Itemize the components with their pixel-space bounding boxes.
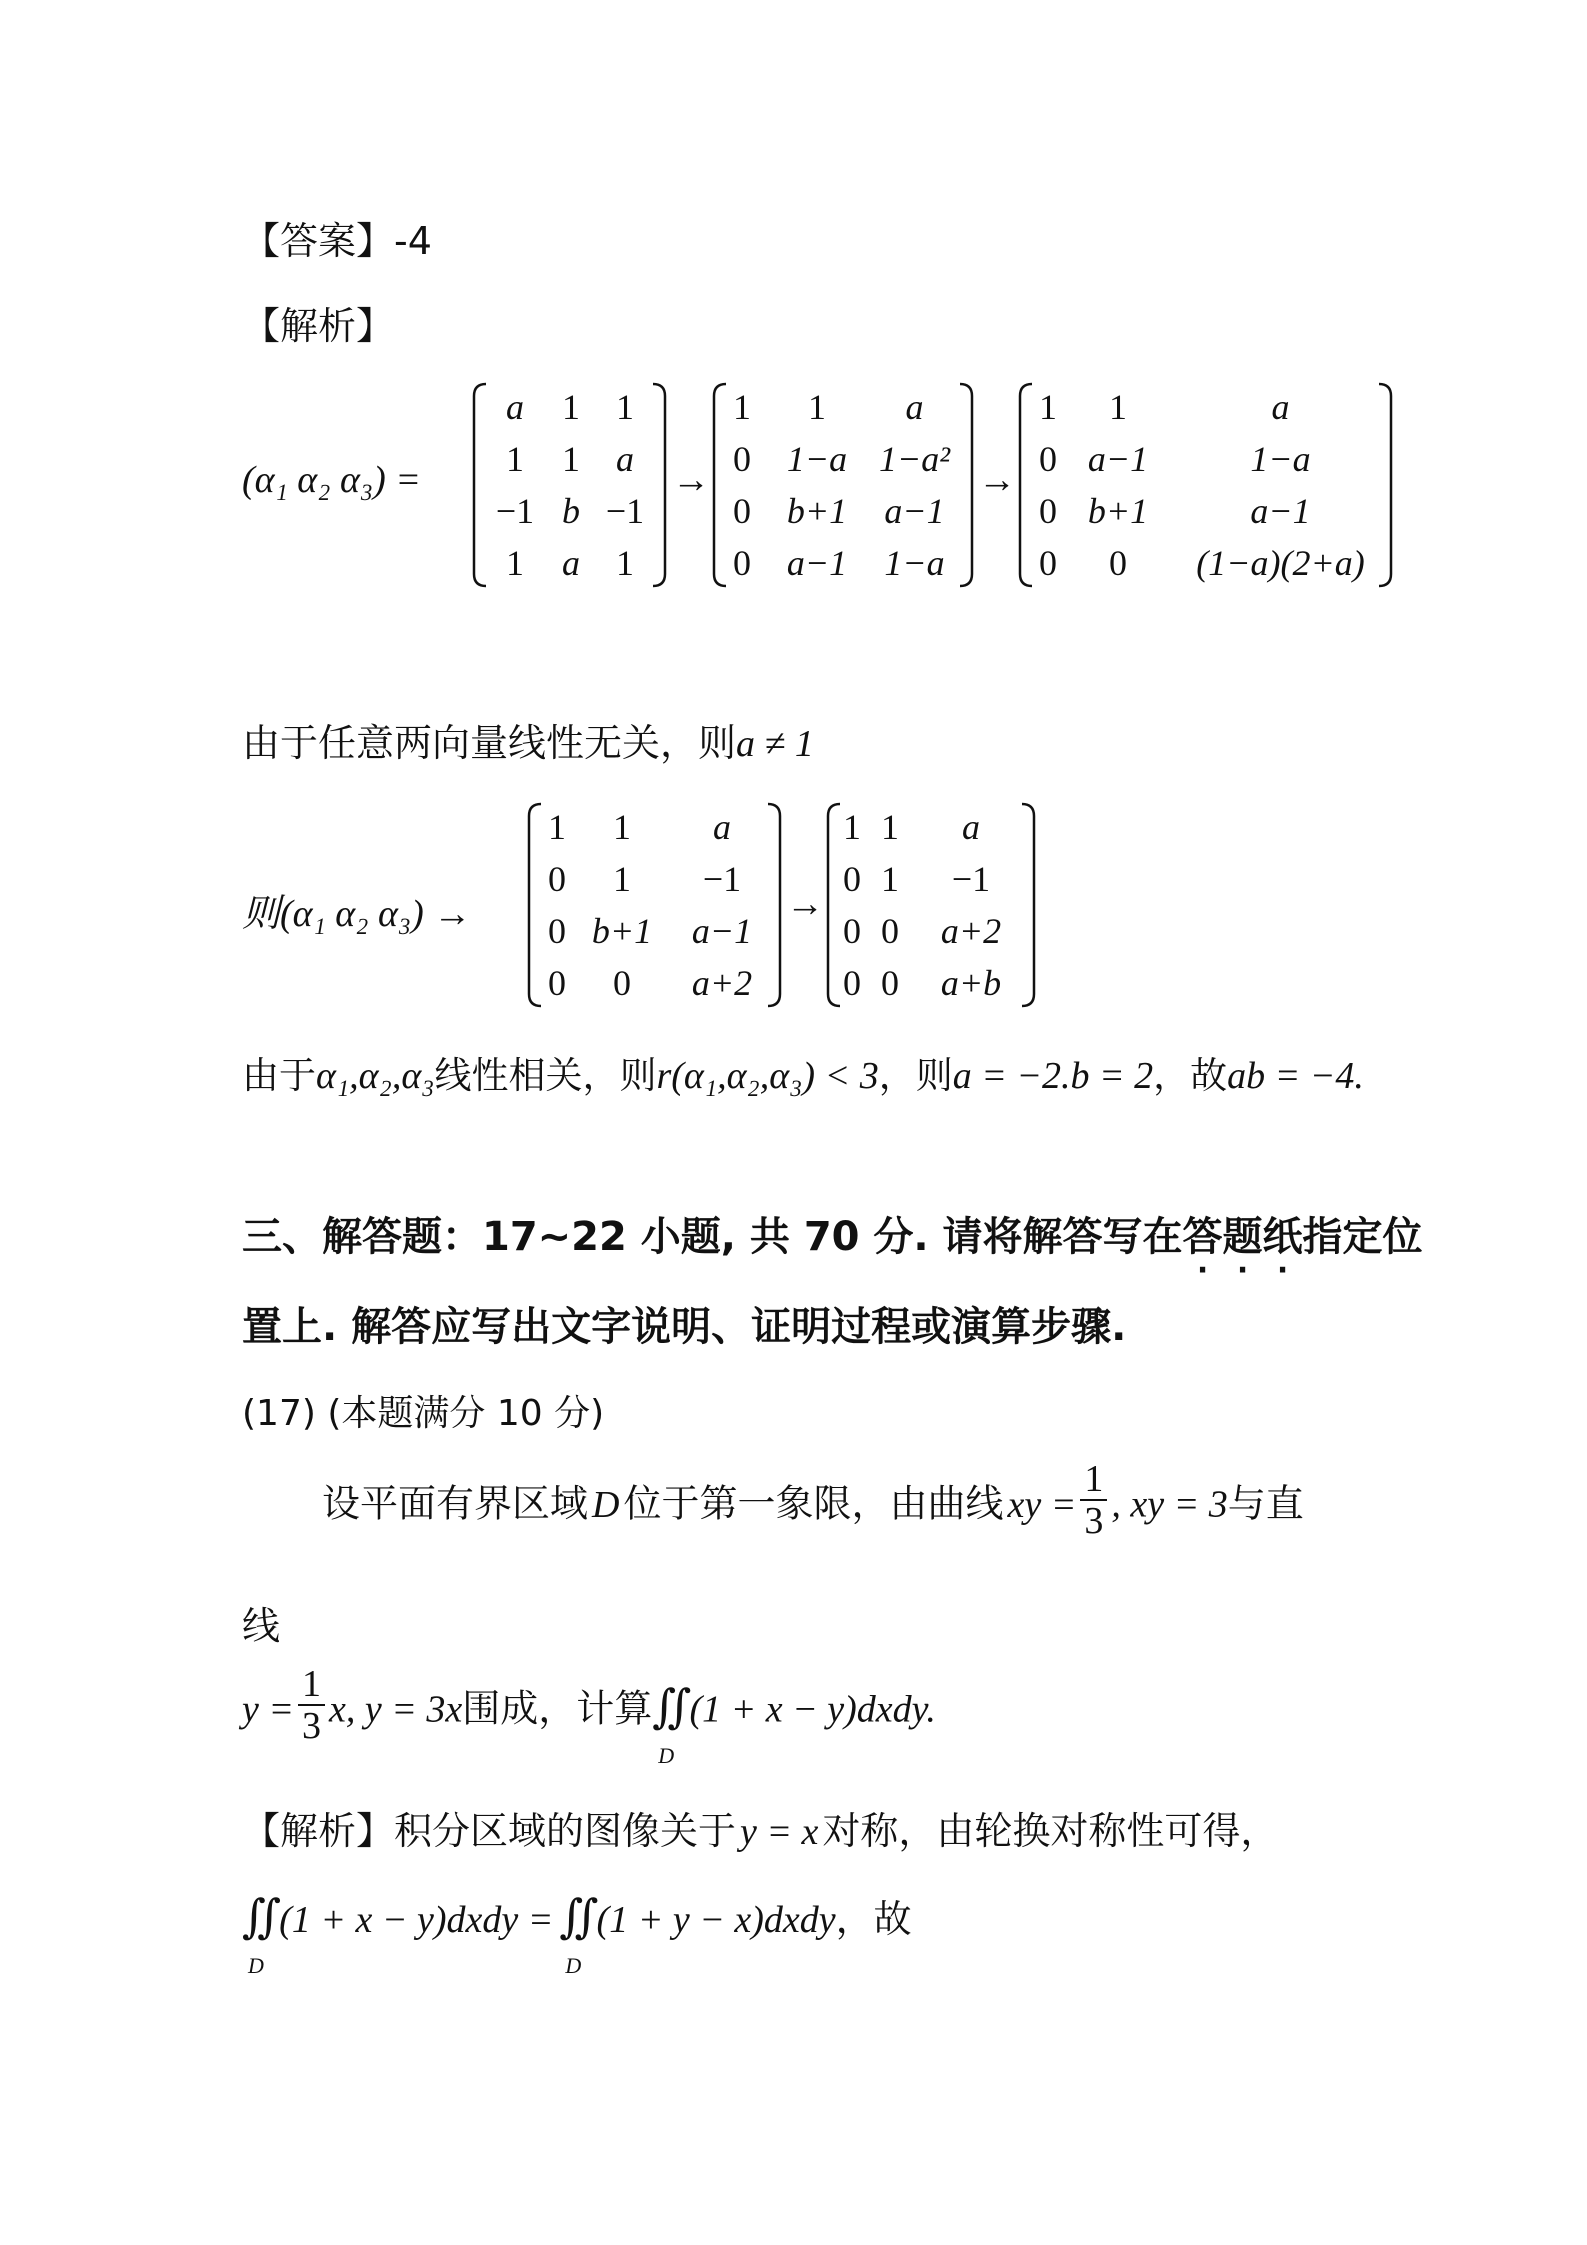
analysis-label: 【解析】 xyxy=(242,304,395,348)
matrix-cell: a−1 xyxy=(884,491,945,531)
q17-fraction xyxy=(1080,1459,1107,1541)
matrix-cell: −1 xyxy=(605,491,645,531)
double-integral-sign: ∬ xyxy=(559,1891,591,1942)
matrix-cell: 1 xyxy=(613,807,631,847)
matrix-cell: a xyxy=(562,543,580,583)
matrix-cell: a−1 xyxy=(1250,491,1311,531)
dep-text-1: 由于 xyxy=(242,1054,316,1097)
matrix-cell: 1 xyxy=(881,807,899,847)
q17-region-d: D xyxy=(592,1483,620,1526)
q17-analysis-text-2: 对称，由轮换对称性可得， xyxy=(822,1809,1279,1853)
matrix-d xyxy=(527,800,782,1010)
section-3-text-b: 指定位 xyxy=(1302,1214,1423,1260)
matrix-cell: a xyxy=(905,387,924,427)
matrix-cell: a xyxy=(506,387,524,427)
dep-text-3: ，则 xyxy=(878,1054,953,1097)
matrix-cell: 0 xyxy=(843,911,861,951)
q17-frac-num: 1 xyxy=(1080,1459,1107,1501)
dotted-char: 纸 xyxy=(1262,1214,1303,1260)
matrix-b xyxy=(712,380,974,590)
matrix-cell: a+2 xyxy=(691,963,753,1003)
q17-analysis-rhs: (1 + y − x)dxdy xyxy=(596,1899,836,1941)
integral-limit: D xyxy=(248,1953,264,1978)
double-integral-icon xyxy=(652,1679,684,1768)
dependence-line xyxy=(242,1045,1364,1099)
matrix-a xyxy=(472,380,667,590)
q17-frac2-den: 3 xyxy=(302,1705,322,1747)
matrix-cell: b+1 xyxy=(1087,491,1149,531)
matrix-cell: a−1 xyxy=(786,543,848,583)
q17-stem-3: , xy = 3 xyxy=(1111,1483,1228,1526)
matrix-cell: 0 xyxy=(613,963,631,1003)
matrix-cell: 1 xyxy=(881,859,899,899)
matrix-cell: 0 xyxy=(843,963,861,1003)
matrix-cell: 1 xyxy=(1109,387,1127,427)
dep-math-3: a = −2.b = 2 xyxy=(952,1055,1154,1097)
matrix-cell: a xyxy=(616,439,634,479)
dotted-char: 题 xyxy=(1222,1214,1263,1260)
dep-math-4: ab = −4. xyxy=(1227,1055,1364,1097)
answer-value: -4 xyxy=(394,219,432,263)
matrix-cell: a xyxy=(713,807,731,847)
matrix-cell: 1 xyxy=(1039,387,1057,427)
q17-stem-4: 与直 xyxy=(1227,1481,1304,1526)
matrix-cell: 1 xyxy=(562,387,580,427)
matrix-cell: 1−a xyxy=(786,439,848,479)
matrix-cell: 0 xyxy=(881,963,899,1003)
q17-line-x: x, y = 3x xyxy=(329,1688,463,1731)
matrix-cell: −1 xyxy=(702,859,742,899)
q17-integrand: (1 + x − y)dxdy. xyxy=(689,1688,936,1731)
matrix-cell: a xyxy=(962,807,980,847)
matrix-cell: 1 xyxy=(616,543,634,583)
q17-header: (17) (本题满分 10 分) xyxy=(242,1393,605,1434)
section-3-line-1 xyxy=(242,1205,1423,1262)
matrix-cell: 1 xyxy=(562,439,580,479)
q17-stem-1: 设平面有界区域 xyxy=(322,1481,589,1526)
matrix-cell: 0 xyxy=(881,911,899,951)
double-integral-sign: ∬ xyxy=(242,1891,274,1942)
q17-frac2-num: 1 xyxy=(298,1664,325,1706)
matrix-cell: 1 xyxy=(808,387,826,427)
independence-text: 由于任意两向量线性无关，则 xyxy=(242,721,737,765)
section-3-line-2: 置上. 解答应写出文字说明、证明过程或演算步骤. xyxy=(242,1304,1127,1350)
integral-limit: D xyxy=(658,1742,675,1768)
section-3-text-a: 三、解答题：17~22 小题, 共 70 分. 请将解答写在 xyxy=(242,1214,1183,1260)
matrix-cell: 1 xyxy=(506,439,524,479)
integral-limit: D xyxy=(565,1953,582,1978)
matrix-cell: 0 xyxy=(843,859,861,899)
q17-stem-5: 线 xyxy=(242,1604,281,1648)
matrix-cell: a−1 xyxy=(1087,439,1149,479)
matrix-e xyxy=(826,800,1036,1010)
matrix-cell: −1 xyxy=(495,491,535,531)
matrix-cell: b+1 xyxy=(786,491,848,531)
matrix-cell: 0 xyxy=(548,859,566,899)
matrix-cell: 0 xyxy=(733,439,751,479)
dep-text-4: ，故 xyxy=(1153,1054,1228,1097)
dep-text-2: 线性相关，则 xyxy=(434,1054,657,1097)
arrow-1: → xyxy=(672,459,710,501)
matrix-cell: (1−a)(2+a) xyxy=(1196,543,1365,583)
matrix-cell: −1 xyxy=(951,859,991,899)
matrix-cell: a xyxy=(1271,387,1290,427)
q17-stem-6: 围成，计算 xyxy=(462,1686,653,1731)
matrix-cell: 0 xyxy=(1109,543,1127,583)
vector-lhs-2: 则(α₁ α₂ α₃) → xyxy=(242,893,472,935)
q17-analysis-text-1: 积分区域的图像关于 xyxy=(394,1809,737,1853)
dep-math-1: α₁,α₂,α₃ xyxy=(316,1055,435,1097)
matrix-cell: 0 xyxy=(1039,543,1057,583)
matrix-cell: 1−a² xyxy=(878,439,951,479)
arrow-2: → xyxy=(978,459,1016,501)
matrix-cell: 1 xyxy=(616,387,634,427)
matrix-c xyxy=(1018,380,1393,590)
q17-frac-den: 3 xyxy=(1084,1500,1104,1542)
q17-analysis-eq xyxy=(242,1888,912,1978)
matrix-cell: 1 xyxy=(733,387,751,427)
independence-line xyxy=(242,712,814,767)
q17-stem-line-3 xyxy=(242,1663,936,1768)
q17-analysis-line xyxy=(242,1800,1278,1855)
matrix-cell: 1 xyxy=(548,807,566,847)
q17-analysis-tail: ，故 xyxy=(835,1897,912,1941)
q17-stem-line-1 xyxy=(322,1458,1304,1547)
dotted-char: 答 xyxy=(1182,1214,1223,1260)
double-integral-icon xyxy=(559,1889,591,1978)
q17-stem-2: 位于第一象限，由曲线 xyxy=(623,1481,1004,1526)
matrix-cell: a+2 xyxy=(940,911,1002,951)
matrix-cell: 1 xyxy=(613,859,631,899)
matrix-cell: b+1 xyxy=(591,911,653,951)
matrix-cell: b xyxy=(562,491,580,531)
q17-analysis-lhs: (1 + x − y)dxdy = xyxy=(279,1899,554,1941)
matrix-cell: a−1 xyxy=(691,911,753,951)
dep-math-2: r(α₁,α₂,α₃) < 3 xyxy=(656,1055,879,1097)
matrix-cell: 1 xyxy=(843,807,861,847)
matrix-cell: 0 xyxy=(1039,491,1057,531)
double-integral-sign: ∬ xyxy=(652,1680,684,1732)
matrix-cell: 1 xyxy=(506,543,524,583)
q17-analysis-sym: y = x xyxy=(740,1811,819,1853)
q17-analysis-label: 【解析】 xyxy=(242,1809,395,1853)
independence-math: a ≠ 1 xyxy=(736,723,814,765)
matrix-cell: 0 xyxy=(733,543,751,583)
matrix-cell: 1−a xyxy=(1250,439,1311,479)
matrix-cell: 0 xyxy=(548,911,566,951)
arrow-3: → xyxy=(786,883,824,925)
matrix-cell: 0 xyxy=(733,491,751,531)
matrix-cell: 0 xyxy=(548,963,566,1003)
answer-label: 【答案】 xyxy=(242,219,395,263)
q17-line-y: y = xyxy=(242,1688,295,1731)
q17-fraction-2 xyxy=(298,1664,325,1746)
vector-lhs: (α₁ α₂ α₃) = xyxy=(242,459,421,501)
matrix-cell: 0 xyxy=(1039,439,1057,479)
q17-xy-eq: xy = xyxy=(1007,1483,1077,1526)
answer-line xyxy=(242,210,432,265)
double-integral-icon xyxy=(242,1889,274,1978)
matrix-cell: a+b xyxy=(940,963,1002,1003)
matrix-cell: 1−a xyxy=(884,543,945,583)
